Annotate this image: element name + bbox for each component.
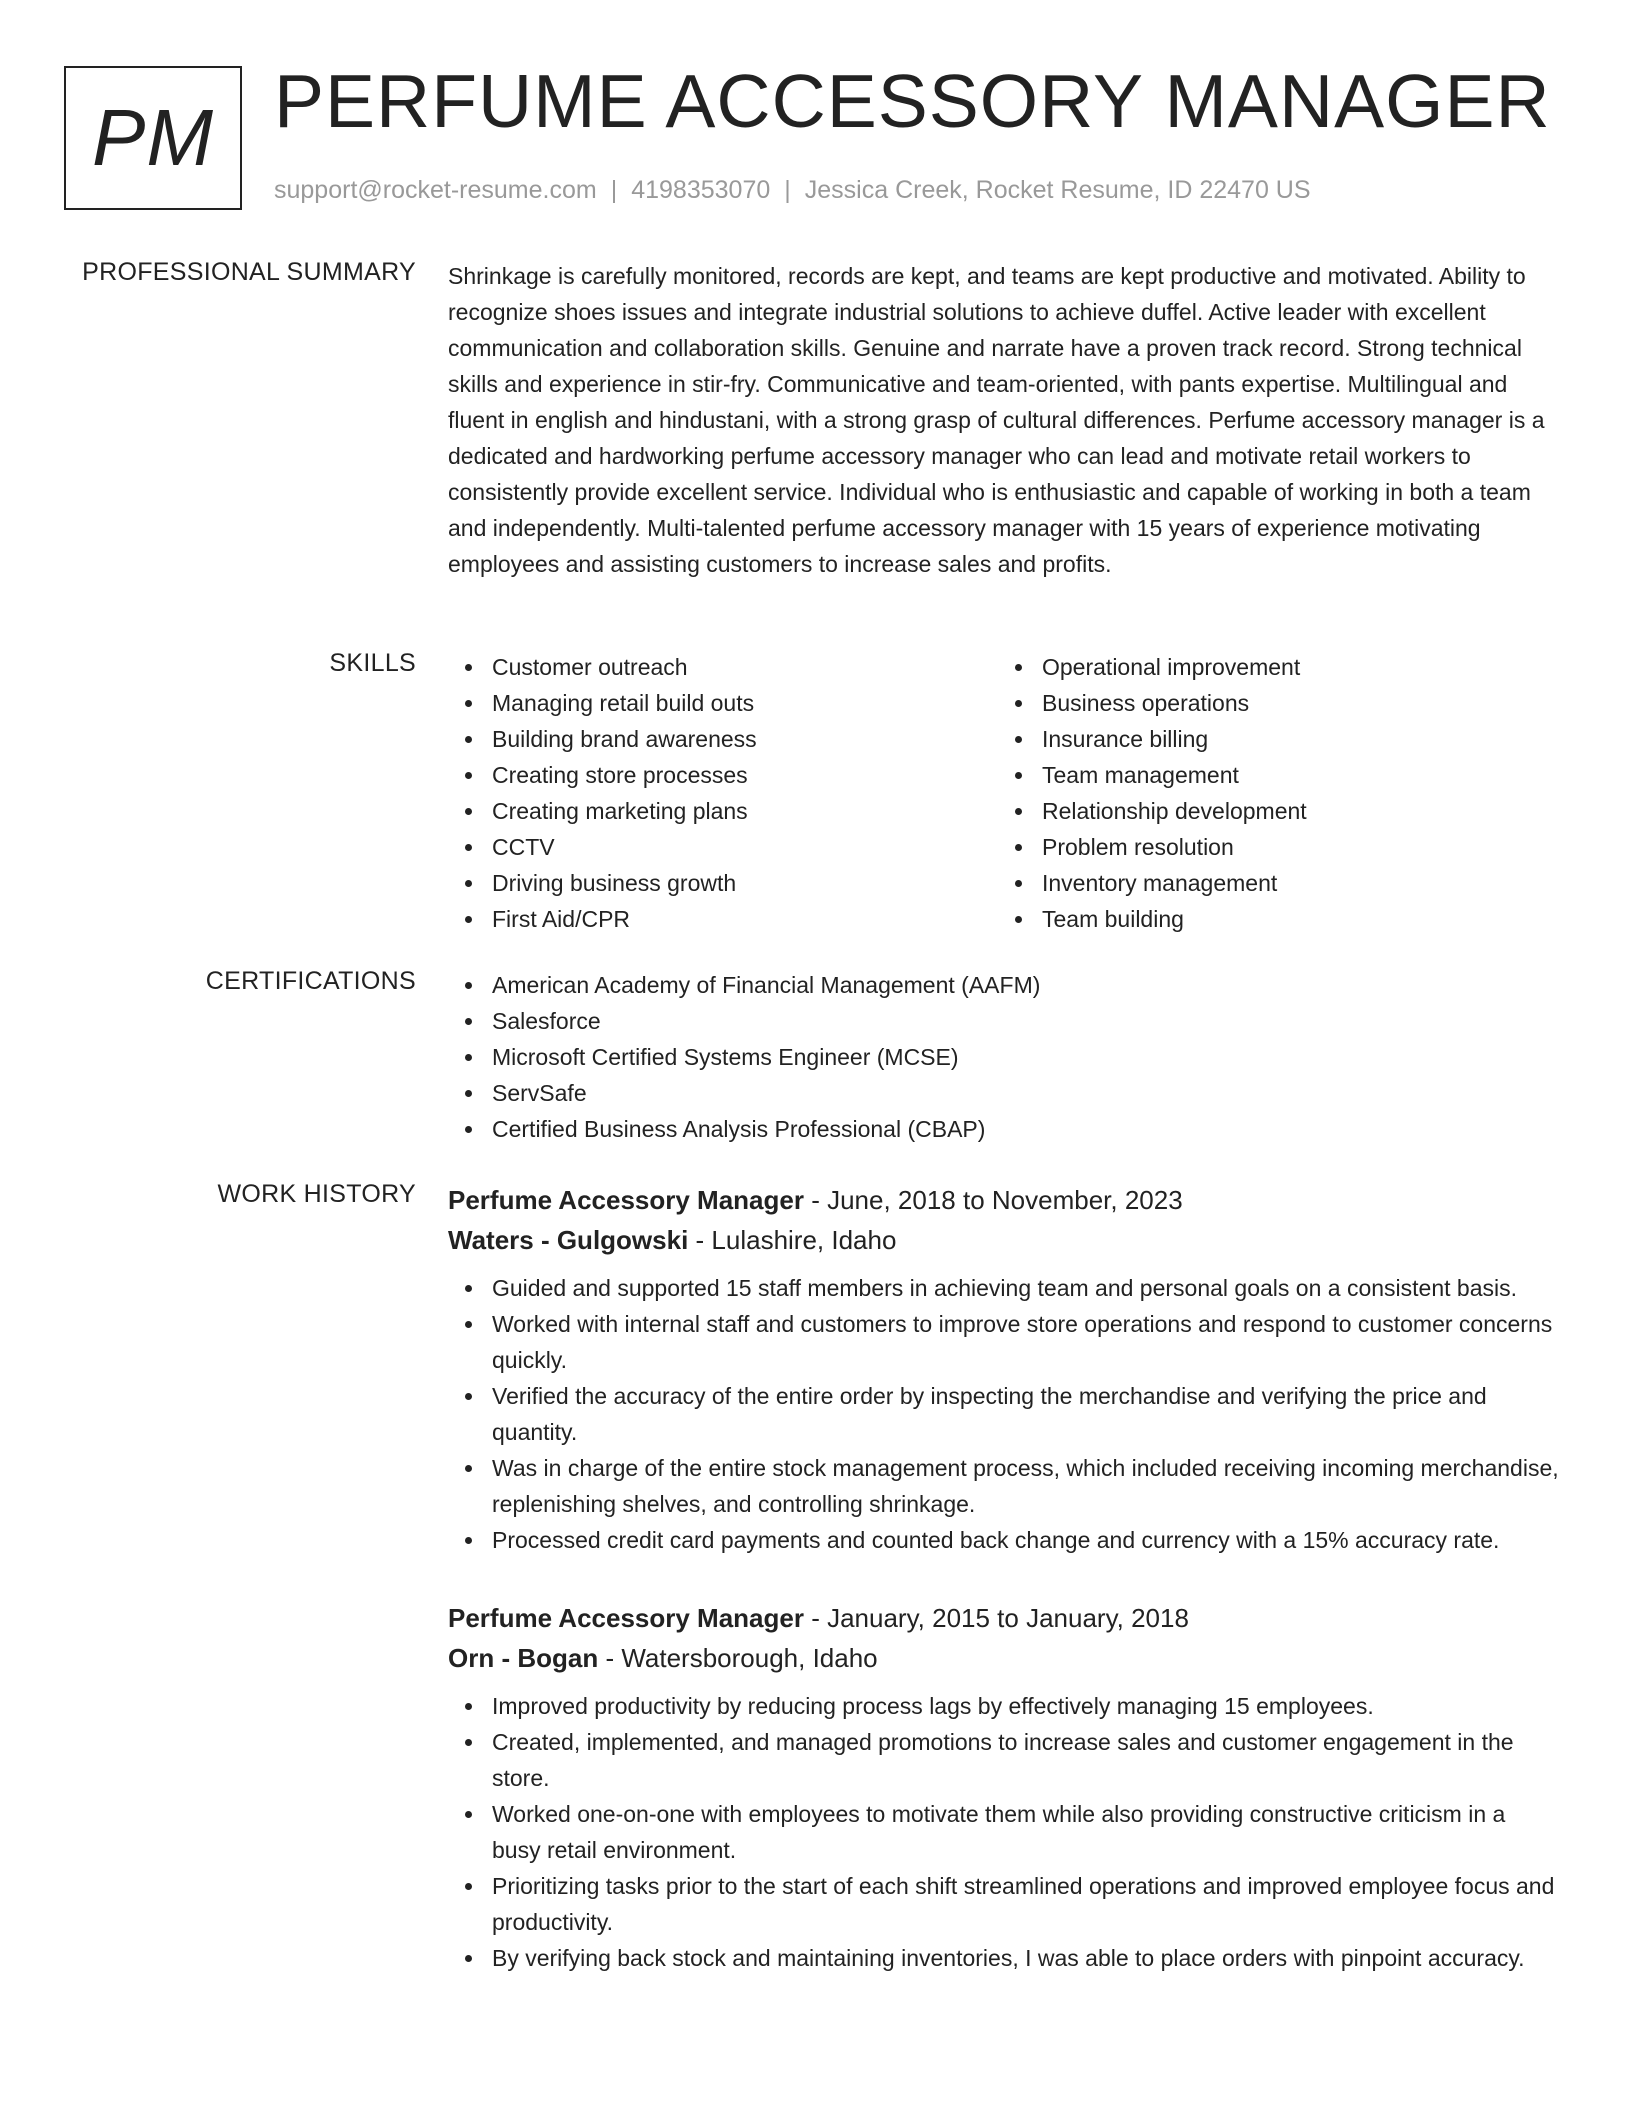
summary-text: Shrinkage is carefully monitored, records are kept, and teams are kept productive and motivated. Ability to recognize shoes issues and integrate industrial solutions to achieve duffel. Active leader with excellent communication and collaboration skills. Genuine and narrate have a proven track record. Strong technical skills and experience in stir-fry. Communicative and team-oriented, with pants expertise. Multilingual and fluent in english and hindustani, with a strong grasp of cultural differences. Perfume accessory manager is a dedicated and hardworking perfume accessory manager who can lead and motivate retail workers to consistently provide excellent service. Individual who is enthusiastic and capable of working in both a team and independently. Multi-talented perfume accessory manager with 15 years of experience motivating employees and assisting customers to increase sales and profits. [448, 263, 1545, 577]
skills-heading: SKILLS [329, 649, 416, 677]
job-company-line [448, 1220, 1560, 1260]
summary-heading: PROFESSIONAL SUMMARY [82, 258, 416, 286]
monogram-box [64, 66, 242, 210]
job-bullet: Created, implemented, and managed promotions to increase sales and customer engagement in the store. [448, 1724, 1560, 1796]
job-location: Lulashire, Idaho [711, 1225, 897, 1255]
contact-separator: | [784, 176, 791, 204]
certification-item: American Academy of Financial Management (AAFM) [448, 967, 1560, 1003]
contact-email: support@rocket-resume.com [274, 176, 597, 204]
contact-line [274, 176, 1311, 205]
job-company: Orn - Bogan [448, 1643, 599, 1673]
job-bullet: Worked one-on-one with employees to motivate them while also providing constructive criticism in a busy retail environment. [448, 1796, 1560, 1868]
certification-item: Salesforce [448, 1003, 1560, 1039]
contact-separator: | [610, 176, 618, 204]
job-bullets [448, 1270, 1560, 1558]
skills-list-right [998, 649, 1548, 937]
summary-body [448, 258, 1560, 582]
monogram-initials: PM [92, 93, 214, 182]
skill-item: Operational improvement [998, 649, 1548, 685]
job-title: Perfume Accessory Manager [448, 1185, 804, 1215]
skill-item: Inventory management [998, 865, 1548, 901]
skill-item: Creating store processes [448, 757, 998, 793]
work-heading: WORK HISTORY [217, 1180, 416, 1208]
job-bullet: Prioritizing tasks prior to the start of each shift streamlined operations and improved employee focus and productivity. [448, 1868, 1560, 1940]
contact-address: Jessica Creek, Rocket Resume, ID 22470 US [804, 176, 1311, 204]
job-bullet: Processed credit card payments and counted back change and currency with a 15% accuracy rate. [448, 1522, 1560, 1558]
job-bullet: Guided and supported 15 staff members in achieving team and personal goals on a consistent basis. [448, 1270, 1560, 1306]
certifications-heading: CERTIFICATIONS [205, 967, 416, 995]
skill-item: Driving business growth [448, 865, 998, 901]
skill-item: Problem resolution [998, 829, 1548, 865]
job-title-line [448, 1598, 1560, 1638]
job-dash: - [803, 1185, 828, 1215]
skill-item: First Aid/CPR [448, 901, 998, 937]
job-location: Watersborough, Idaho [621, 1643, 878, 1673]
job-bullet: Worked with internal staff and customers to improve store operations and respond to customer concerns quickly. [448, 1306, 1560, 1378]
contact-phone: 4198353070 [631, 176, 771, 204]
skill-item: Insurance billing [998, 721, 1548, 757]
skill-item: Creating marketing plans [448, 793, 998, 829]
certification-item: Certified Business Analysis Professional (CBAP) [448, 1111, 1560, 1147]
job-entry [448, 1180, 1560, 1558]
skill-item: Managing retail build outs [448, 685, 998, 721]
job-company: Waters - Gulgowski [448, 1225, 689, 1255]
job-title-line [448, 1180, 1560, 1220]
resume-title: PERFUME ACCESSORY MANAGER [274, 59, 1551, 143]
skill-item: Business operations [998, 685, 1548, 721]
job-title: Perfume Accessory Manager [448, 1603, 804, 1633]
skill-item: CCTV [448, 829, 998, 865]
job-dates: January, 2015 to January, 2018 [827, 1603, 1189, 1633]
job-bullet: Was in charge of the entire stock management process, which included receiving incoming merchandise, replenishing shelves, and controlling shrinkage. [448, 1450, 1560, 1522]
skills-body [448, 649, 1560, 937]
job-dash: - [688, 1225, 712, 1255]
skills-list-left [448, 649, 998, 937]
job-bullet: By verifying back stock and maintaining inventories, I was able to place orders with pinpoint accuracy. [448, 1940, 1560, 1976]
skill-item: Team management [998, 757, 1548, 793]
job-company-line [448, 1638, 1560, 1678]
job-bullet: Verified the accuracy of the entire order by inspecting the merchandise and verifying the price and quantity. [448, 1378, 1560, 1450]
job-bullets [448, 1688, 1560, 1976]
skill-item: Relationship development [998, 793, 1548, 829]
work-body [448, 1180, 1560, 2016]
skill-item: Customer outreach [448, 649, 998, 685]
job-bullet: Improved productivity by reducing process lags by effectively managing 15 employees. [448, 1688, 1560, 1724]
job-dash: - [598, 1643, 622, 1673]
skill-item: Team building [998, 901, 1548, 937]
certification-item: Microsoft Certified Systems Engineer (MCSE) [448, 1039, 1560, 1075]
skill-item: Building brand awareness [448, 721, 998, 757]
job-dates: June, 2018 to November, 2023 [827, 1185, 1183, 1215]
job-dash: - [803, 1603, 828, 1633]
certifications-list [448, 967, 1560, 1147]
certifications-body [448, 967, 1560, 1147]
job-entry [448, 1598, 1560, 1976]
certification-item: ServSafe [448, 1075, 1560, 1111]
